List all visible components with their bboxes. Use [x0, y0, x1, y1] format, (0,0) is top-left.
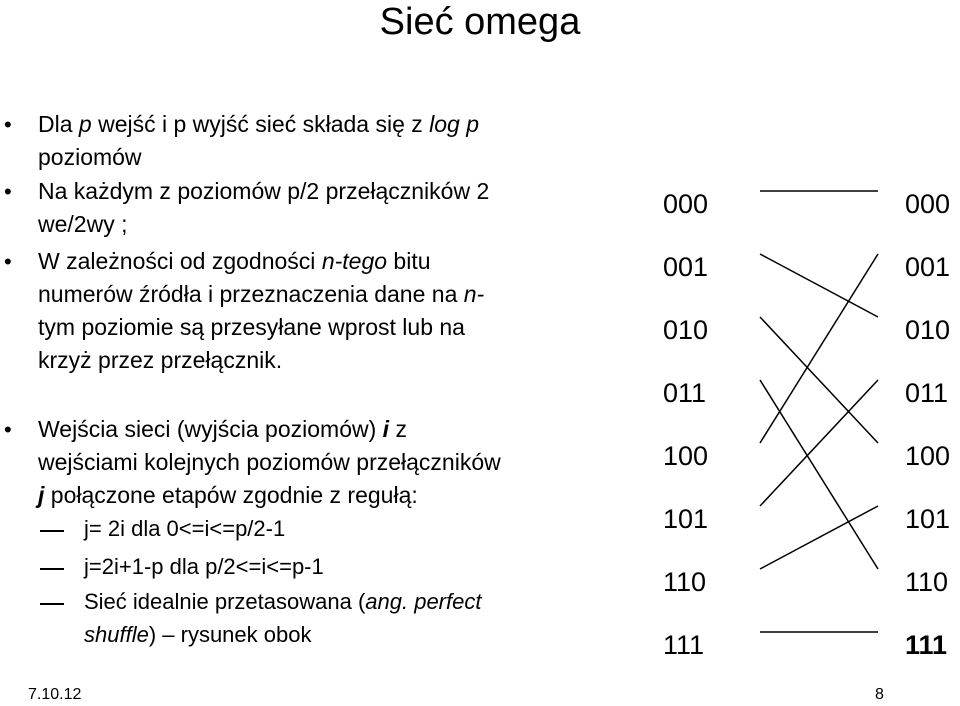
shuffle-wire-010-to-100 [760, 317, 878, 443]
input-label-100: 100 [663, 441, 709, 471]
output-label-111: 111 [905, 630, 948, 660]
slide-date: 7.10.12 [28, 686, 82, 703]
bullet-3-line-4: krzyż przez przełącznik. [38, 347, 283, 373]
input-label-001: 001 [663, 252, 709, 282]
input-label-011: 011 [663, 378, 707, 408]
input-label-111: 111 [663, 630, 705, 660]
output-label-100: 100 [905, 441, 951, 471]
shuffle-wire-001-to-010 [760, 254, 878, 317]
shuffle-wire-100-to-001 [760, 254, 878, 443]
shuffle-wire-110-to-101 [760, 506, 878, 569]
sub-bullet-1: j= 2i dla 0<=i<=p/2-1 [84, 512, 624, 545]
bullet-4-line-1: • Wejścia sieci (wyjścia poziomów) i z [38, 416, 407, 442]
bullet-4-line-3: j połączone etapów zgodnie z regułą: [38, 482, 418, 508]
bullet-3-line-3: tym poziomie są przesyłane wprost lub na [38, 314, 465, 340]
output-label-001: 001 [905, 252, 951, 282]
input-label-010: 010 [663, 315, 709, 345]
sub-bullet-3-line-2: shuffle) – rysunek obok [84, 622, 312, 647]
bullet-3-line-1: • W zależności od zgodności n-tego bitu [38, 248, 431, 274]
input-label-110: 110 [663, 567, 707, 597]
output-label-000: 000 [905, 189, 951, 219]
slide-page-number: 8 [875, 686, 884, 703]
bullet-2-line-1: • Na każdym z poziomów p/2 przełączników 2 [38, 178, 490, 204]
sub-bullet-3-line-1: Sieć idealnie przetasowana (ang. perfect [84, 589, 482, 614]
output-label-011: 011 [905, 378, 949, 408]
shuffle-wire-011-to-110 [760, 380, 878, 569]
input-label-000: 000 [663, 189, 709, 219]
shuffle-wire-101-to-011 [760, 380, 878, 506]
output-label-010: 010 [905, 315, 951, 345]
output-label-101: 101 [905, 504, 951, 534]
bullet-3-line-2: numerów źródła i przeznaczenia dane na n- [38, 281, 485, 307]
input-label-101: 101 [663, 504, 709, 534]
bullet-4-line-2: wejściami kolejnych poziomów przełączników [38, 449, 501, 475]
bullet-1-line-1: • Dla p wejść i p wyjść sieć składa się z log p [38, 111, 480, 137]
sub-bullet-2: j=2i+1-p dla p/2<=i<=p-1 [84, 550, 624, 583]
bullet-2-line-2: we/2wy ; [38, 211, 128, 237]
slide-title: Sieć omega [379, 1, 581, 43]
bullet-1-line-2: poziomów [38, 144, 142, 170]
output-label-110: 110 [905, 567, 949, 597]
